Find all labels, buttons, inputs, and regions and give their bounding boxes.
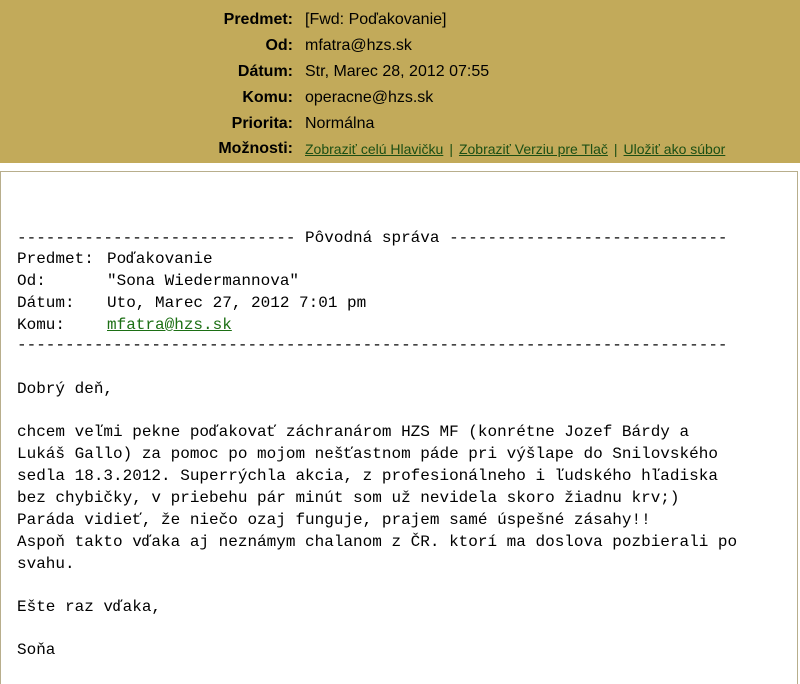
options-separator: | bbox=[613, 141, 618, 157]
header-row-options bbox=[0, 136, 725, 162]
print-version-link[interactable]: Zobraziť Verziu pre Tlač bbox=[458, 141, 608, 157]
body-line: Aspoň takto vďaka aj neznámym chalanom z ČR. ktorí ma doslova pozbierali po bbox=[17, 533, 738, 551]
subject-value: [Fwd: Poďakovanie] bbox=[305, 11, 447, 28]
body-line: svahu. bbox=[17, 555, 75, 573]
signature-text: Soňa bbox=[17, 641, 56, 659]
options-links bbox=[305, 141, 725, 157]
fwd-header-to bbox=[17, 315, 232, 335]
fwd-from-value: "Sona Wiedermannova" bbox=[107, 272, 300, 290]
original-message-divider: ----------------------------- Pôvodná správa ----------------------------- bbox=[17, 229, 728, 247]
body-line: bez chybičky, v priebehu pár minút som už nevidela skoro žiadnu krv;) bbox=[17, 489, 680, 507]
priority-value: Normálna bbox=[305, 115, 375, 132]
fwd-header-date bbox=[17, 293, 366, 313]
header-row-priority bbox=[0, 111, 374, 137]
from-label: Od: bbox=[265, 37, 293, 54]
fwd-date-label: Dátum: bbox=[17, 294, 75, 312]
from-value: mfatra@hzs.sk bbox=[305, 37, 412, 54]
end-header-divider: -------------------------------------------------------------------------- bbox=[17, 336, 728, 354]
header-body-gap bbox=[0, 163, 800, 171]
subject-label: Predmet: bbox=[223, 11, 293, 28]
greeting-text: Dobrý deň, bbox=[17, 380, 114, 398]
header-row-date bbox=[0, 59, 489, 85]
fwd-to-email-link[interactable]: mfatra@hzs.sk bbox=[107, 316, 232, 334]
date-label: Dátum: bbox=[237, 63, 293, 80]
header-row-to bbox=[0, 85, 433, 111]
fwd-to-label: Komu: bbox=[17, 316, 66, 334]
fwd-subject-value: Poďakovanie bbox=[107, 250, 213, 268]
body-line: Paráda vidieť, že niečo ozaj funguje, prajem samé úspešné zásahy!! bbox=[17, 511, 651, 529]
date-value: Str, Marec 28, 2012 07:55 bbox=[305, 63, 490, 80]
priority-label: Priorita: bbox=[231, 115, 293, 132]
to-value: operacne@hzs.sk bbox=[305, 89, 434, 106]
fwd-from-label: Od: bbox=[17, 272, 46, 290]
save-as-file-link[interactable]: Uložiť ako súbor bbox=[623, 141, 726, 157]
fwd-subject-label: Predmet: bbox=[17, 250, 94, 268]
body-line: sedla 18.3.2012. Superrýchla akcia, z profesionálneho i ľudského hľadiska bbox=[17, 467, 718, 485]
body-line: chcem veľmi pekne poďakovať záchranárom HZS MF (konrétne Jozef Bárdy a bbox=[17, 423, 690, 441]
message-body bbox=[0, 171, 798, 684]
fwd-date-value: Uto, Marec 27, 2012 7:01 pm bbox=[107, 294, 367, 312]
to-label: Komu: bbox=[242, 89, 293, 106]
header-row-subject bbox=[0, 7, 446, 33]
options-separator: | bbox=[449, 141, 453, 157]
header-row-from bbox=[0, 33, 412, 59]
message-header bbox=[0, 0, 800, 163]
options-label: Možnosti: bbox=[218, 140, 293, 157]
fwd-header-subject bbox=[17, 249, 213, 269]
closing-text: Ešte raz vďaka, bbox=[17, 598, 162, 616]
body-line: Lukáš Gallo) za pomoc po mojom nešťastnom páde pri výšlape do Snilovského bbox=[17, 445, 718, 463]
show-full-header-link[interactable]: Zobraziť celú Hlavičku bbox=[305, 141, 444, 157]
fwd-header-from bbox=[17, 271, 299, 291]
